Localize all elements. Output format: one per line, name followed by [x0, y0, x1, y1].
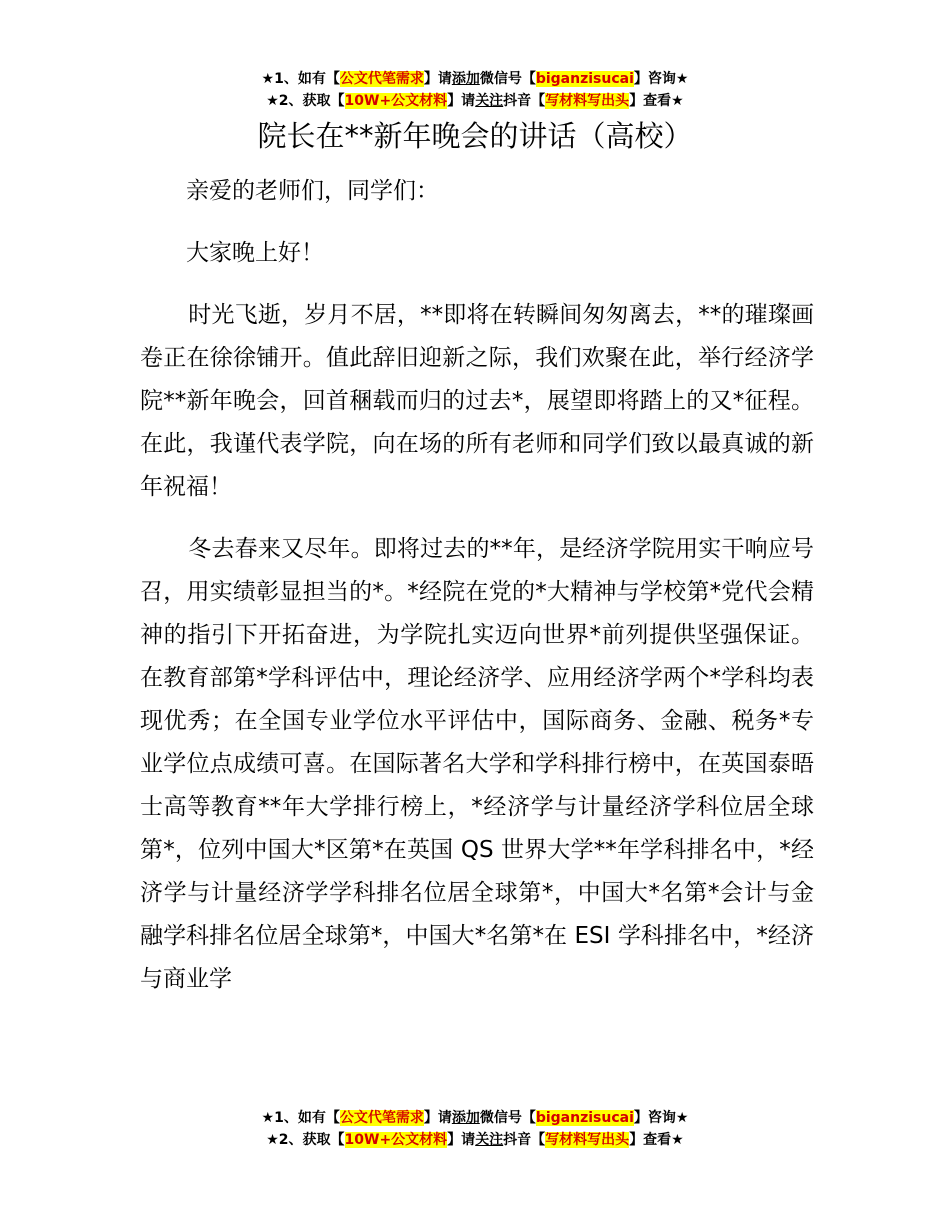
banner-text: ★1、如有【 [261, 71, 340, 87]
body-paragraph: 时光飞逝，岁月不居，**即将在转瞬间匆匆离去，**的璀璨画卷正在徐徐铺开。值此辞旧迎新之际，我们欢聚在此，举行经济学院**新年晚会，回首稛载而归的过去*，展望即将踏上的又*征程。在此，我谨代表学院，向在场的所有老师和同学们致以最真诚的新年祝福！ [140, 302, 814, 500]
banner-line-2 [0, 90, 950, 112]
banner-highlight: 10W+公文材料 [344, 93, 448, 109]
greeting-paragraph: 大家晚上好！ [186, 240, 324, 266]
body-paragraph: 冬去春来又尽年。即将过去的**年，是经济学院用实干响应号召，用实绩彰显担当的*。*经院在党的*大精神与学校第*党代会精神的指引下开拓奋进，为学院扎实迈向世界*前列提供坚强保证。在教育部第*学科评估中，理论经济学、应用经济学两个*学科均表现优秀；在全国专业学位水平评估中，国际商务、金融、税务*专业学位点成绩可喜。在国际著名大学和学科排行榜中，在英国泰晤士高等教育**年大学排行榜上，*经济学与计量经济学科位居全球第*，位列中国大*区第*在英国 QS 世界大学**年学科排名中，*经济学与计量经济学学科排名位居全球第*，中国大*名第*会计与金融学科排名位居全球第*，中国大*名第*在 ESI 学科排名中，*经济与商业学 [140, 536, 814, 992]
banner-underlined: 添加 [451, 71, 480, 87]
banner-line-1 [0, 1107, 950, 1129]
salutation-paragraph: 亲爱的老师们，同学们： [186, 178, 439, 204]
banner-highlight: 写材料写出头 [545, 1132, 630, 1148]
banner-highlight: 公文代笔需求 [339, 1110, 424, 1126]
banner-text: 抖音【 [503, 1132, 546, 1148]
banner-text: ★2、获取【 [266, 93, 345, 109]
banner-text: 抖音【 [503, 93, 546, 109]
banner-highlight: biganzisucai [535, 71, 634, 87]
banner-text: 微信号【 [479, 71, 536, 87]
banner-underlined: 关注 [475, 93, 504, 109]
banner-text: ★2、获取【 [266, 1132, 345, 1148]
banner-text: ★1、如有【 [261, 1110, 340, 1126]
document-title: 院长在**新年晚会的讲话（高校） [257, 119, 693, 153]
banner-text: 】请 [447, 93, 476, 109]
banner-highlight: 写材料写出头 [545, 93, 630, 109]
banner-underlined: 关注 [475, 1132, 504, 1148]
banner-underlined: 添加 [451, 1110, 480, 1126]
banner-text: 微信号【 [479, 1110, 536, 1126]
banner-highlight: 10W+公文材料 [344, 1132, 448, 1148]
banner-highlight: biganzisucai [535, 1110, 634, 1126]
banner-line-2 [0, 1129, 950, 1151]
banner-text: 】咨询★ [633, 1110, 689, 1126]
banner-text: 】查看★ [629, 93, 684, 109]
banner-highlight: 公文代笔需求 [339, 71, 424, 87]
document-body [140, 170, 814, 1020]
banner-text: 】请 [447, 1132, 476, 1148]
banner-text: 】请 [423, 1110, 452, 1126]
header-banner [0, 68, 950, 112]
banner-text: 】请 [423, 71, 452, 87]
banner-text: 】咨询★ [633, 71, 689, 87]
banner-text: 】查看★ [629, 1132, 684, 1148]
footer-banner [0, 1107, 950, 1151]
banner-line-1 [0, 68, 950, 90]
